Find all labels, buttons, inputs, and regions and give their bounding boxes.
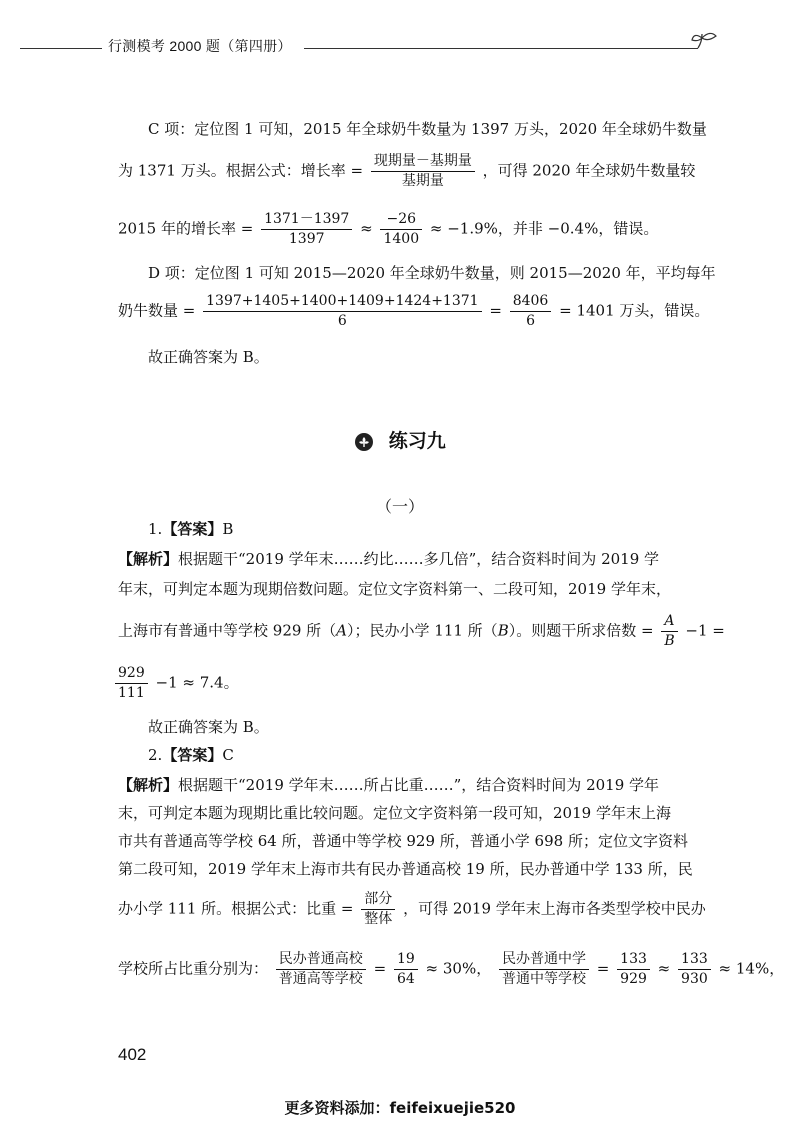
d-fraction-1-den: 6 (337, 312, 347, 329)
c-fraction-1 (261, 210, 352, 249)
q1-analysis-line2: 年末，可判定本题为现期倍数问题。定位文字资料第一、二段可知，2019 学年末， (118, 580, 671, 598)
d-fraction-1-num: 1397+1405+1400+1409+1424+1371 (203, 292, 481, 312)
q1-fraction-ab-num: A (661, 612, 677, 632)
section-title (0, 426, 800, 453)
q2-analysis-line2: 末，可判定本题为现期比重比较问题。定位文字资料第一段可知，2019 学年末上海 (118, 804, 671, 822)
c-fraction-1-num: 1371－1397 (261, 210, 352, 230)
c-fraction-2-num: −26 (380, 210, 422, 230)
q2-end: ≈ 14%， (718, 959, 785, 978)
d-fraction-2 (510, 292, 552, 331)
q1-answer-value: B (222, 520, 234, 538)
q2-line6-pre: 学校所占比重分别为： (118, 959, 269, 978)
q1-fraction-ab (661, 612, 677, 651)
flower-icon (354, 432, 374, 452)
d-fraction-1 (203, 292, 481, 331)
q1-answer-label: 【答案】 (162, 520, 223, 538)
q1-conclusion: 故正确答案为 B。 (148, 718, 269, 736)
c-item-line1: C 项：定位图 1 可知，2015 年全球奶牛数量为 1397 万头，2020 年全球奶牛数量 (148, 120, 707, 138)
q1-line4-post: −1 ≈ 7.4。 (155, 673, 239, 692)
d-item-line2-post: = 1401 万头，错误。 (559, 301, 710, 320)
c-item-line2 (118, 152, 695, 191)
q2-eq2: = (596, 959, 610, 978)
c-approx: ≈ (360, 219, 373, 238)
q2-fraction-c-num: 民办普通中学 (499, 950, 589, 970)
q1-analysis-line3 (118, 612, 725, 651)
growth-rate-formula (371, 152, 475, 191)
q2-mid1: ≈ 30%， (425, 959, 492, 978)
q2-analysis-line4: 第二段可知，2019 学年末上海市共有民办普通高校 19 所，民办普通中学 133 所，民 (118, 860, 693, 878)
q2-fraction-b-den: 64 (396, 970, 415, 987)
q2-line1-text: 根据题干“2019 学年末……所占比重……”，结合资料时间为 2019 学年 (178, 776, 660, 794)
proportion-denominator: 整体 (364, 910, 393, 927)
q2-fraction-a-num: 民办普通高校 (276, 950, 366, 970)
q2-analysis-line1 (118, 774, 659, 795)
q2-answer-label: 【答案】 (162, 746, 223, 764)
q2-fraction-b-num: 19 (394, 950, 418, 970)
q2-fraction-a-den: 普通高等学校 (278, 970, 363, 987)
q1-line3-end: −1 = (685, 621, 725, 640)
header-rule-left (20, 48, 102, 49)
footer-note: 更多资料添加：feifeixuejie520 (284, 1099, 516, 1117)
q2-analysis-line5 (118, 890, 706, 929)
section-title-text: 练习九 (388, 430, 446, 452)
c-item-line3 (118, 210, 658, 249)
q2-fraction-d-den: 929 (620, 970, 647, 987)
q1-line1-text: 根据题干“2019 学年末……约比……多几倍”，结合资料时间为 2019 学 (178, 550, 660, 568)
sprout-icon (688, 30, 728, 60)
q2-analysis-line3: 市共有普通高等学校 64 所，普通中等学校 929 所，普通小学 698 所；定位文字资料 (118, 832, 688, 850)
q1-answer (118, 518, 233, 539)
q1-line3-post: ）。则题干所求倍数 = (508, 621, 654, 640)
c-item-line2-pre: 为 1371 万头。根据公式：增长率 = (118, 161, 364, 180)
q2-line5-post: ，可得 2019 学年末上海市各类型学校中民办 (403, 899, 706, 918)
proportion-formula (361, 890, 395, 929)
conclusion-1: 故正确答案为 B。 (148, 348, 269, 366)
c-fraction-2 (380, 210, 422, 249)
d-item-line1: D 项：定位图 1 可知 2015—2020 年全球奶牛数量，则 2015—2020 年，平均每年 (148, 264, 716, 282)
q2-fraction-b (394, 950, 418, 989)
var-a: A (336, 621, 348, 640)
q2-fraction-c-den: 普通中等学校 (502, 970, 587, 987)
q2-number: 2. (148, 746, 163, 764)
d-equals: = (489, 301, 502, 320)
q2-fraction-e-num: 133 (678, 950, 711, 970)
c-fraction-2-den: 1400 (383, 230, 420, 247)
header-title: 行测模考 2000 题（第四册） (108, 38, 292, 54)
q1-line3-mid: ）；民办小学 111 所（ (347, 621, 498, 640)
d-item-line2-pre: 奶牛数量 = (118, 301, 196, 320)
d-fraction-2-num: 8406 (510, 292, 552, 312)
formula-numerator: 现期量－基期量 (371, 152, 475, 172)
q1-line3-pre: 上海市有普通中等学校 929 所（ (118, 621, 337, 640)
q1-number: 1. (148, 520, 163, 538)
q1-analysis-label: 【解析】 (118, 550, 179, 568)
q2-fraction-a (276, 950, 366, 989)
q2-fraction-d (617, 950, 650, 989)
q2-fraction-c (499, 950, 589, 989)
c-item-line2-post: ，可得 2020 年全球奶牛数量较 (482, 161, 696, 180)
d-item-line2 (118, 292, 709, 331)
section-subtitle: （一） (375, 497, 424, 516)
q2-fraction-d-num: 133 (617, 950, 650, 970)
page-number: 402 (118, 1045, 147, 1064)
q2-fraction-e-den: 930 (681, 970, 708, 987)
q1-analysis-line1 (118, 548, 659, 569)
q2-analysis-line6 (118, 950, 784, 989)
q2-fraction-e (678, 950, 711, 989)
formula-denominator: 基期量 (401, 172, 444, 189)
q2-approx2: ≈ (657, 959, 671, 978)
d-fraction-2-den: 6 (526, 312, 535, 329)
q2-line5-pre: 办小学 111 所。根据公式：比重 = (118, 899, 354, 918)
q2-answer (118, 744, 234, 765)
running-header (20, 30, 720, 60)
q2-answer-value: C (222, 746, 234, 764)
q1-fraction-den: 111 (118, 684, 145, 701)
q1-fraction-ab-den: B (664, 632, 675, 649)
var-b: B (497, 621, 509, 640)
q1-analysis-line4 (112, 664, 239, 703)
q2-eq1: = (373, 959, 387, 978)
c-item-line3-pre: 2015 年的增长率 = (118, 219, 254, 238)
q1-fraction-929-111 (115, 664, 148, 703)
header-rule-right (304, 48, 698, 49)
proportion-numerator: 部分 (361, 890, 395, 910)
q2-analysis-label: 【解析】 (118, 776, 179, 794)
q1-fraction-num: 929 (115, 664, 148, 684)
c-item-line3-post: ≈ −1.9%，并非 −0.4%，错误。 (429, 219, 659, 238)
c-fraction-1-den: 1397 (288, 230, 325, 247)
